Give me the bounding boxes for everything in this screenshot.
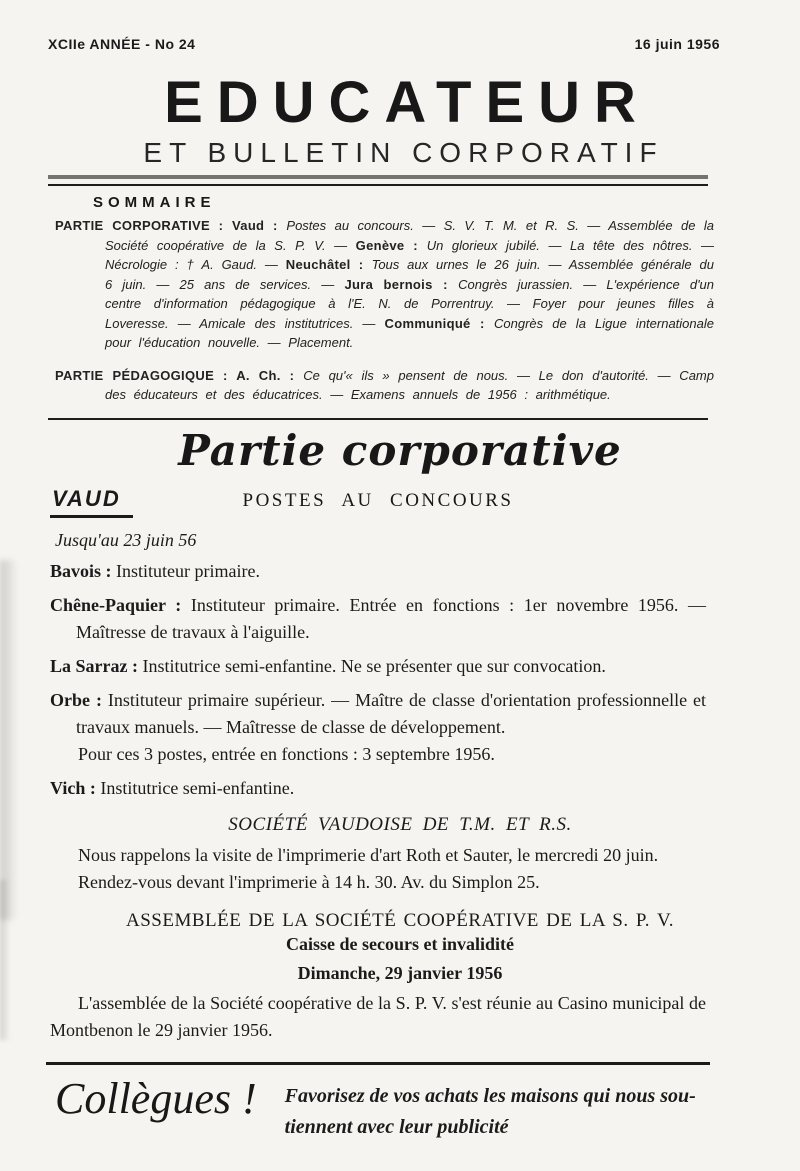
post-text: Institutrice semi-enfantine. Ne se présenter que sur convocation. [142,655,606,676]
masthead-rule-thin [48,184,708,186]
masthead-rule-thick [48,175,708,179]
assemblee-paragraph: L'assemblée de la Société coopérative de la S. P. V. s'est réunie au Casino municipal de Montbenon le 29 janvier 1956. [50,992,706,1040]
post-entry-la-sarraz [50,653,706,680]
footer-rule [46,1062,710,1065]
sommaire-block [55,194,714,405]
svtm-heading: SOCIÉTÉ VAUDOISE DE T.M. ET R.S. [228,813,572,835]
post-entry-bavois [50,558,706,585]
scan-smudge [0,560,18,920]
sommaire-run: Ce qu'« ils » pensent de nous. — Le don d'autorité. — Camp des éducateurs et des éducatrices. — Examens annuels de 1956 : arithmétique. [105,367,714,402]
post-entry-orbe-extra: Pour ces 3 postes, entrée en fonctions : 3 septembre 1956. [78,743,495,764]
sommaire-run: Communiqué : [384,315,495,331]
sommaire-run: A. Ch. : [236,367,304,383]
post-lead: Orbe : [50,689,102,710]
sommaire-run: PARTIE PÉDAGOGIQUE : [55,367,237,383]
post-text: Institutrice semi-enfantine. [100,777,295,798]
post-text: Instituteur primaire supérieur. — Maître de classe d'orientation professionnelle et travaux manuels. — Maîtresse de classe de développement. [76,689,707,737]
sommaire-run: Postes au concours. — S. V. T. M. et R. S. — Assemblée de la Société coopérative de la S. P. V. — [105,218,715,253]
post-lead: La Sarraz : [50,655,138,676]
sommaire-run: Congrès de la Ligue internationale pour l'éducation nouvelle. — Placement. [105,315,714,350]
issue-row [48,36,720,52]
vaud-heading-row [50,486,706,520]
post-entry-vich [50,775,706,802]
tagline-line: Favorisez de vos achats les maisons qui nous sou- [284,1084,696,1107]
tagline-line: tiennent avec leur publicité [284,1115,509,1138]
postes-au-concours-heading: POSTES AU CONCOURS [242,489,514,511]
footer-callout: Collègues ! [55,1073,257,1123]
sommaire-partie-pedagogique [55,366,714,405]
svtm-paragraph-1: Nous rappelons la visite de l'imprimerie d'art Roth et Sauter, le mercredi 20 juin. [78,844,659,865]
sommaire-run: Jura bernois : [344,276,459,292]
post-text: Instituteur primaire. [116,560,260,581]
section-title-script: Partie corporative [178,425,622,475]
post-lead: Vich : [50,777,96,798]
masthead-title: EDUCATEUR [164,70,650,135]
assemblee-heading: ASSEMBLÉE DE LA SOCIÉTÉ COOPÉRATIVE DE LA S. P. V. [126,909,674,931]
sommaire-run: Tous aux urnes le 26 juin. — Assemblée générale du 6 juin. — 25 ans de services. — [105,257,714,292]
footer-callout-row [55,1073,706,1143]
assemblee-date: Dimanche, 29 janvier 1956 [297,962,503,983]
sommaire-run: Vaud : [232,218,287,233]
post-entry-chene-paquier [50,592,706,646]
sommaire-run: Congrès jurassien. — L'expérience d'un centre d'information pédagogique à l'E. N. de Porrentruy. — Foyer pour jeunes filles à Loveresse. — Amicale des institutrices. — [105,276,715,331]
post-text: Instituteur primaire. Entrée en fonctions : 1er novembre 1956. — Maîtresse de travaux à l'aiguille. [76,594,706,642]
sommaire-partie-corporative [55,216,714,353]
sommaire-run: Neuchâtel : [285,257,372,272]
sommaire-run: Genève : [355,237,427,253]
post-entry-orbe [50,687,706,741]
assemblee-subheading: Caisse de secours et invalidité [286,933,514,954]
masthead-subtitle: ET BULLETIN CORPORATIF [143,137,664,168]
issue-number: XCIIe ANNÉE - No 24 [48,36,196,52]
footer-tagline [285,1081,696,1143]
issue-date: 16 juin 1956 [634,36,720,52]
post-lead: Chêne-Paquier : [50,594,182,615]
post-lead: Bavois : [50,560,112,581]
sommaire-run: Un glorieux jubilé. — La tête des nôtres. — Nécrologie : † A. Gaud. — [105,237,714,272]
sommaire-rule [48,418,708,420]
sommaire-heading: SOMMAIRE [93,194,216,211]
scan-smudge [0,880,10,1040]
svtm-paragraph-2: Rendez-vous devant l'imprimerie à 14 h. 30. Av. du Simplon 25. [78,871,540,892]
region-label-vaud: VAUD [50,486,133,518]
deadline-note: Jusqu'au 23 juin 56 [55,529,197,550]
sommaire-run: PARTIE CORPORATIVE : [55,218,233,233]
